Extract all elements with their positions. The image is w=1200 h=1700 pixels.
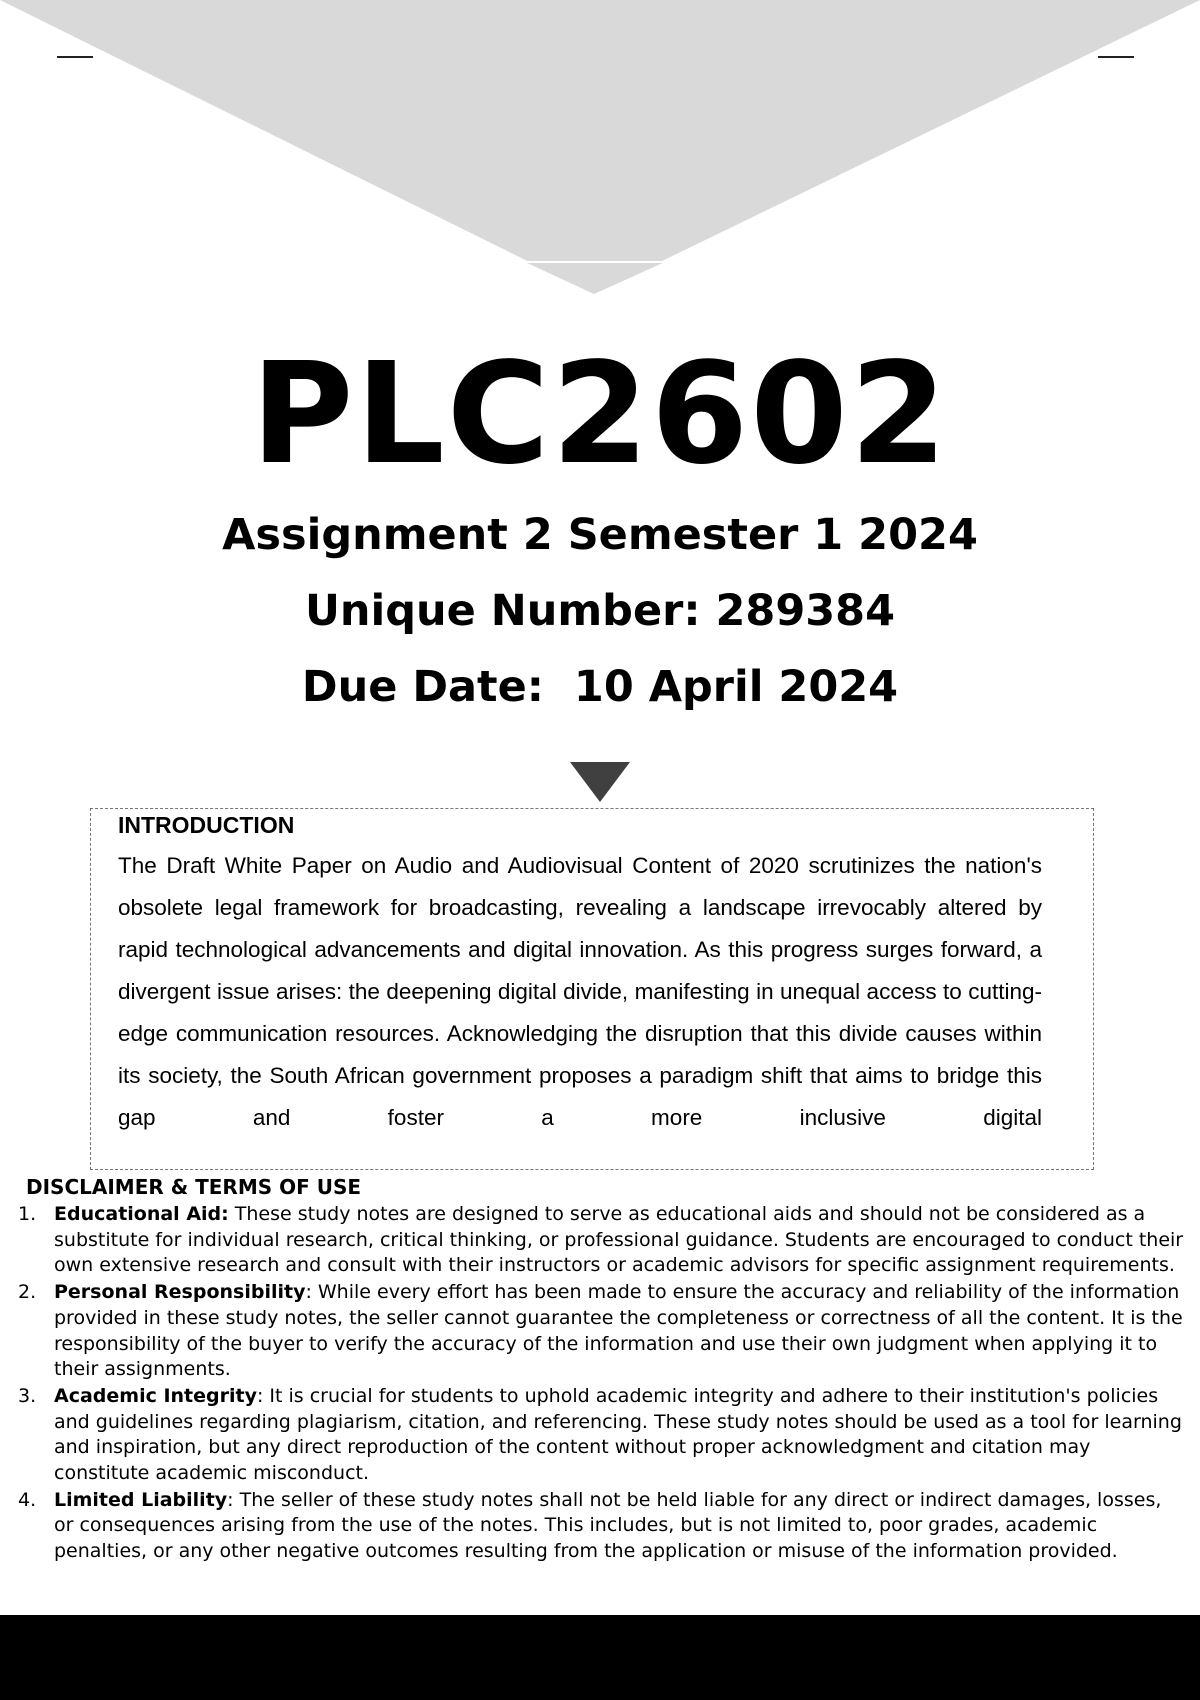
item-number: 1. — [18, 1203, 37, 1225]
course-code: PLC2602 — [250, 333, 950, 496]
introduction-heading: INTRODUCTION — [118, 812, 295, 838]
item-number: 4. — [18, 1488, 37, 1511]
introduction-box — [90, 808, 1094, 1170]
item-number: 2. — [18, 1281, 37, 1304]
list-item — [0, 1488, 1184, 1565]
corner-rule-right — [1098, 56, 1134, 58]
item-text — [54, 1385, 1182, 1484]
item-body: : It is crucial for students to uphold academic integrity and adhere to their institution's policies and guidelines regarding plagiarism, citation, and referencing. These study notes should be used as a tool for learning and inspiration, but any direct reproduction of the content without proper acknowledgment and citation may constitute academic misconduct. — [54, 1384, 1182, 1485]
cover-title-block — [0, 335, 1200, 725]
item-label: Educational Aid: — [54, 1203, 229, 1225]
list-item — [0, 1202, 1184, 1279]
introduction-text: The Draft White Paper on Audio and Audiovisual Content of 2020 scrutinizes the nation's obsolete legal framework for broadcasting, revealing a landscape irrevocably altered by rapid technological advancements and digital innovation. As this progress surges forward, a divergent issue arises: the deepening digital divide, manifesting in unequal access to cutting-edge communication resources. Acknowledging the disruption that this divide causes within its society, the South African government proposes a paradigm shift that aims to bridge this gap and foster a more inclusive digital — [118, 853, 1042, 1130]
item-label: Limited Liability — [54, 1488, 228, 1511]
item-label: Personal Responsibility — [54, 1281, 306, 1304]
item-body: These study notes are designed to serve as educational aids and should not be considered as a substitute for individual research, critical thinking, or professional guidance. Students are encouraged to conduct their own extensive research and consult with their instructors or academic advisors for specific assignment requirements. — [54, 1203, 1184, 1277]
corner-rule-left — [57, 56, 93, 58]
list-item — [0, 1384, 1184, 1487]
chevron-shape — [0, 0, 1200, 294]
item-label: Academic Integrity — [54, 1384, 257, 1407]
terms-list — [0, 1202, 1200, 1566]
item-number: 3. — [18, 1384, 37, 1407]
list-item — [0, 1280, 1184, 1383]
assignment-line: Assignment 2 Semester 1 2024 — [222, 510, 978, 560]
item-body: : While every effort has been made to ensure the accuracy and reliability of the information provided in these study notes, the seller cannot guarantee the completeness or correctness of all the content. It is the responsibility of the buyer to verify the accuracy of the information and use their own judgment when applying it to their assignments. — [54, 1281, 1183, 1381]
unique-number: Unique Number: 289384 — [304, 586, 896, 636]
item-body: : The seller of these study notes shall not be held liable for any direct or indirect damages, losses, or consequences arising from the use of the notes. This includes, but is not limited to, poor grades, academic penalties, or any other negative outcomes resulting from the application or misuse of the information provided. — [54, 1488, 1162, 1563]
due-date: Due Date: 10 April 2024 — [301, 662, 899, 712]
top-chevron-banner — [0, 0, 1200, 300]
item-text — [54, 1489, 1161, 1562]
item-text — [54, 1281, 1183, 1380]
item-text — [54, 1203, 1183, 1276]
footer-black-bar — [0, 1615, 1200, 1700]
disclaimer-title: DISCLAIMER & TERMS OF USE — [26, 1175, 362, 1199]
down-arrow-icon — [570, 762, 630, 802]
